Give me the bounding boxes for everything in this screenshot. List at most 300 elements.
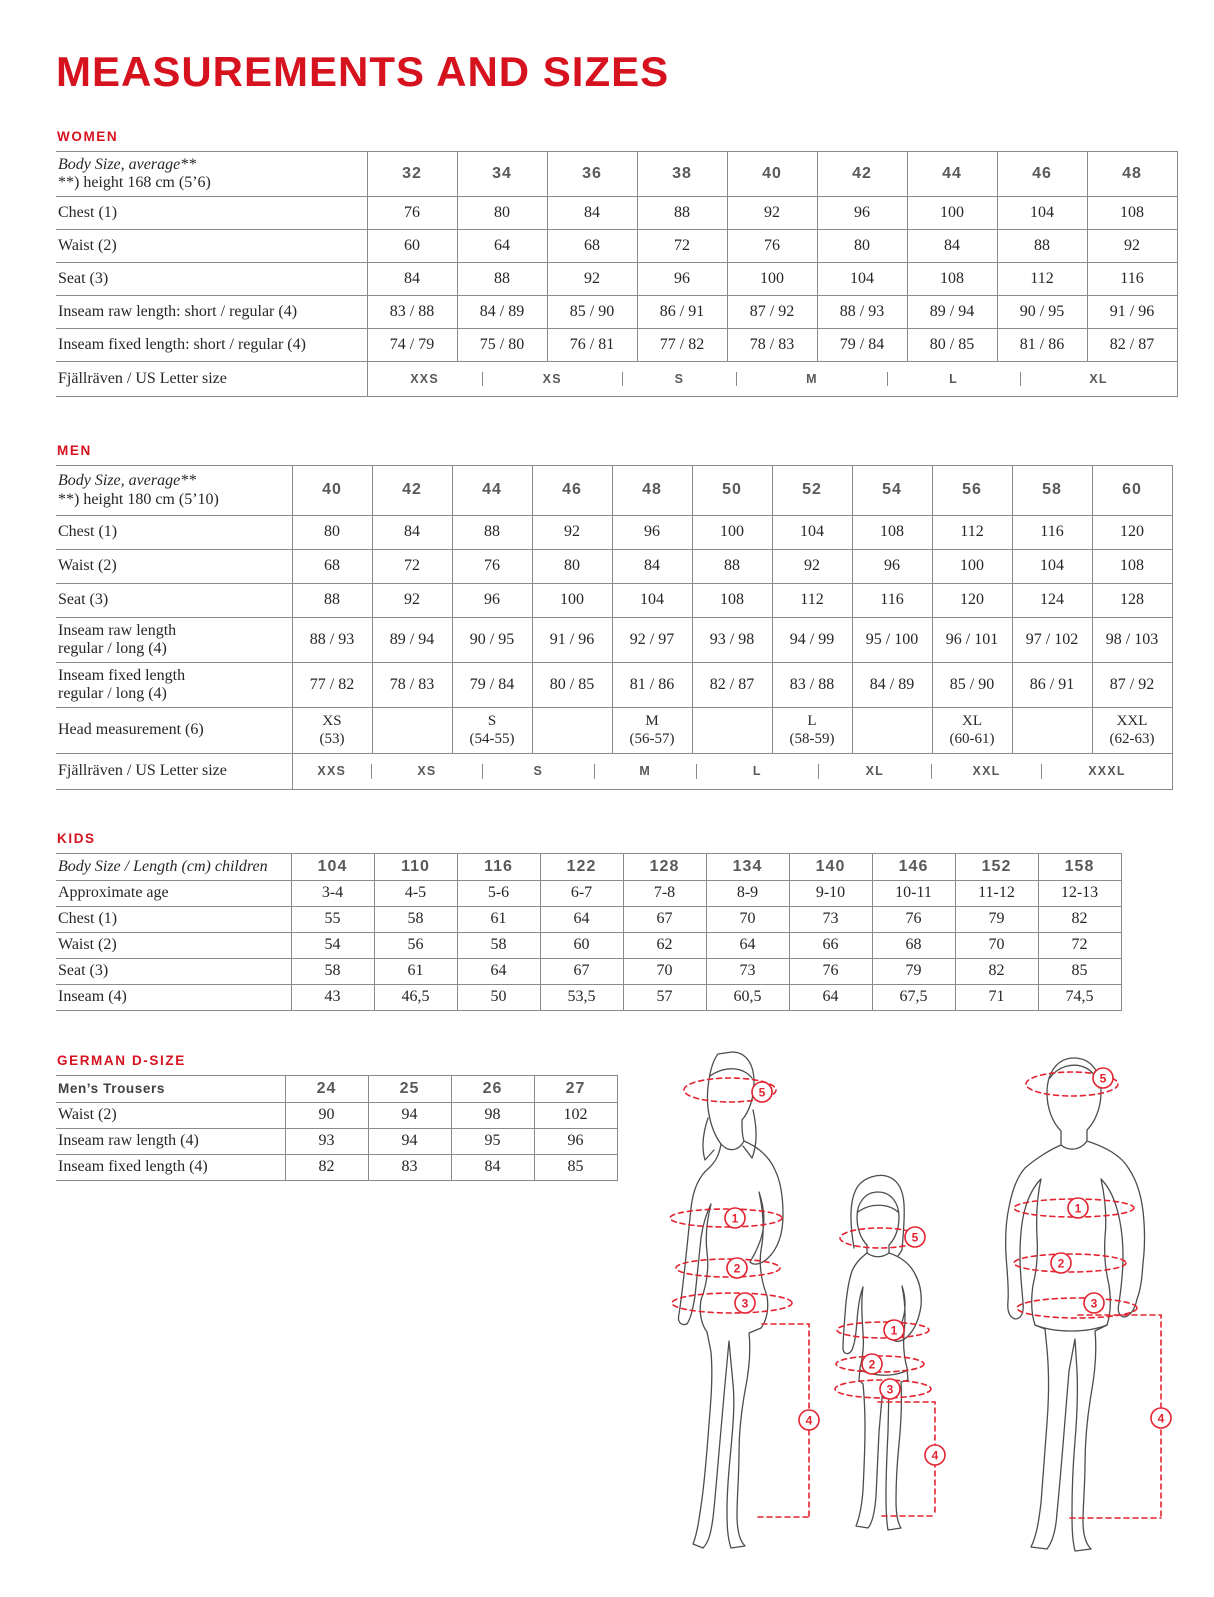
svg-text:2: 2 <box>733 1261 741 1276</box>
measurement-cell: 86 / 91 <box>637 296 727 329</box>
letter-size-cell: XL <box>818 764 931 778</box>
head-measurement-cell: M (56-57) <box>612 708 692 754</box>
measurement-cell: 95 <box>451 1129 534 1155</box>
kids-data-row <box>56 881 1121 907</box>
measurement-cell: 104 <box>612 584 692 618</box>
measurement-cell: 95 / 100 <box>852 618 932 663</box>
size-column-header: 44 <box>452 466 532 516</box>
measurement-cell: 83 <box>368 1155 451 1181</box>
man-waist-badge <box>1051 1253 1071 1273</box>
svg-text:5: 5 <box>1099 1071 1107 1086</box>
measurement-cell: 10-11 <box>872 881 955 907</box>
measurement-cell: 71 <box>955 985 1038 1011</box>
letter-size-cell: L <box>696 764 818 778</box>
measurement-cell: 60,5 <box>706 985 789 1011</box>
head-measurement-cell <box>1012 708 1092 754</box>
measurement-cell: 76 <box>452 550 532 584</box>
size-column-header: 158 <box>1038 854 1121 881</box>
measurement-cell: 104 <box>817 263 907 296</box>
head-measurement-cell: XXL (62-63) <box>1092 708 1172 754</box>
measurement-cell: 54 <box>291 933 374 959</box>
row-label: Inseam (4) <box>56 985 291 1011</box>
head-measurement-cell <box>692 708 772 754</box>
measurement-cell: 120 <box>1092 516 1172 550</box>
women-data-row <box>56 197 1177 230</box>
measurement-cell: 100 <box>692 516 772 550</box>
measurement-cell: 68 <box>292 550 372 584</box>
kids-table <box>56 853 1122 1011</box>
head-measurement-cell: S (54-55) <box>452 708 532 754</box>
measurement-cell: 70 <box>955 933 1038 959</box>
measurement-cell: 96 <box>612 516 692 550</box>
measurement-cell: 76 <box>367 197 457 230</box>
measurement-cell: 83 / 88 <box>367 296 457 329</box>
row-label: Chest (1) <box>56 197 367 230</box>
measurement-cell: 81 / 86 <box>612 663 692 708</box>
measurement-cell: 85 <box>1038 959 1121 985</box>
measurement-cell: 70 <box>623 959 706 985</box>
measurement-cell: 88 / 93 <box>817 296 907 329</box>
measurement-cell: 82 / 87 <box>1087 329 1177 362</box>
letter-size-cell: XXXL <box>1041 764 1171 778</box>
man-head-badge <box>1093 1068 1113 1088</box>
size-column-header: 27 <box>534 1076 617 1103</box>
women-header-label-line2: **) height 168 cm (5’6) <box>58 174 211 191</box>
size-column-header: 26 <box>451 1076 534 1103</box>
size-column-header: 32 <box>367 152 457 197</box>
size-column-header: 116 <box>457 854 540 881</box>
svg-text:4: 4 <box>805 1413 813 1428</box>
measurement-cell: 53,5 <box>540 985 623 1011</box>
row-label: Seat (3) <box>56 263 367 296</box>
row-label: Approximate age <box>56 881 291 907</box>
measurement-cell: 94 / 99 <box>772 618 852 663</box>
letter-size-cells <box>367 362 1177 397</box>
german-section <box>56 1053 618 1181</box>
measurement-cell: 72 <box>372 550 452 584</box>
measurement-cell: 46,5 <box>374 985 457 1011</box>
row-label: Inseam raw length (4) <box>56 1129 285 1155</box>
size-column-header: 128 <box>623 854 706 881</box>
measurement-cell: 70 <box>706 907 789 933</box>
woman-seat-badge <box>735 1293 755 1313</box>
row-label: Head measurement (6) <box>56 708 292 754</box>
measurement-cell: 73 <box>789 907 872 933</box>
size-column-header: 140 <box>789 854 872 881</box>
svg-text:5: 5 <box>911 1230 919 1245</box>
men-section-label: MEN <box>57 443 92 458</box>
row-label: Inseam fixed length (4) <box>56 1155 285 1181</box>
measurement-cell: 75 / 80 <box>457 329 547 362</box>
measurement-cell: 92 <box>372 584 452 618</box>
woman-figure <box>678 1052 783 1548</box>
measurement-cell: 79 <box>872 959 955 985</box>
letter-size-cell: XS <box>482 372 622 386</box>
measurement-cell: 93 / 98 <box>692 618 772 663</box>
woman-seat-line <box>672 1293 792 1313</box>
measurement-cell: 80 <box>292 516 372 550</box>
men-head-measurement-row <box>56 708 1172 754</box>
measurement-cell: 77 / 82 <box>637 329 727 362</box>
measurement-cell: 92 <box>772 550 852 584</box>
measurement-cell: 124 <box>1012 584 1092 618</box>
measurement-cell: 64 <box>457 230 547 263</box>
measurement-cell: 57 <box>623 985 706 1011</box>
svg-text:3: 3 <box>1090 1296 1098 1311</box>
size-column-header: 50 <box>692 466 772 516</box>
woman-inseam-badge <box>799 1410 819 1430</box>
measurement-cell: 74,5 <box>1038 985 1121 1011</box>
svg-text:3: 3 <box>886 1382 894 1397</box>
german-section-label: GERMAN D-SIZE <box>57 1053 186 1068</box>
measurement-cell: 12-13 <box>1038 881 1121 907</box>
german-data-row <box>56 1103 617 1129</box>
measurement-cell: 88 / 93 <box>292 618 372 663</box>
head-measurement-cell <box>532 708 612 754</box>
measurement-cell: 8-9 <box>706 881 789 907</box>
man-inseam-badge <box>1151 1408 1171 1428</box>
measurement-cell: 74 / 79 <box>367 329 457 362</box>
kids-section-label: KIDS <box>57 831 96 846</box>
size-column-header: 48 <box>1087 152 1177 197</box>
german-header-label-line1: Men’s Trousers <box>58 1081 165 1097</box>
men-data-row <box>56 550 1172 584</box>
measurement-cell: 84 <box>367 263 457 296</box>
child-waist-badge <box>862 1354 882 1374</box>
men-header-label-line2: **) height 180 cm (5’10) <box>58 490 219 508</box>
measurement-cell: 84 <box>547 197 637 230</box>
kids-header-label-line1: Body Size / Length (cm) children <box>58 857 268 875</box>
svg-text:5: 5 <box>758 1085 766 1100</box>
measurement-cell: 102 <box>534 1103 617 1129</box>
measurement-cell: 108 <box>692 584 772 618</box>
head-measurement-cell <box>852 708 932 754</box>
measurement-cell: 100 <box>532 584 612 618</box>
measurement-cell: 64 <box>457 959 540 985</box>
size-column-header: 60 <box>1092 466 1172 516</box>
measurement-cell: 88 <box>292 584 372 618</box>
svg-text:1: 1 <box>890 1323 898 1338</box>
size-column-header: 40 <box>292 466 372 516</box>
size-column-header: 46 <box>532 466 612 516</box>
letter-size-cell: XXL <box>931 764 1042 778</box>
svg-text:4: 4 <box>931 1448 939 1463</box>
measurement-cell: 84 <box>372 516 452 550</box>
measurement-cell: 98 <box>451 1103 534 1129</box>
size-column-header: 58 <box>1012 466 1092 516</box>
measurement-cell: 108 <box>1087 197 1177 230</box>
men-data-row <box>56 584 1172 618</box>
row-label: Waist (2) <box>56 933 291 959</box>
measurement-cell: 120 <box>932 584 1012 618</box>
size-column-header: 25 <box>368 1076 451 1103</box>
women-section-label: WOMEN <box>57 129 119 144</box>
row-label: Seat (3) <box>56 584 292 618</box>
women-section <box>56 129 1178 397</box>
measurement-cell: 82 <box>285 1155 368 1181</box>
row-label: Inseam fixed length: short / regular (4) <box>56 329 367 362</box>
measurement-cell: 91 / 96 <box>532 618 612 663</box>
measurement-cell: 76 <box>789 959 872 985</box>
measurement-cell: 77 / 82 <box>292 663 372 708</box>
measurement-cell: 96 <box>852 550 932 584</box>
men-data-row <box>56 663 1172 708</box>
measurement-cell: 79 / 84 <box>452 663 532 708</box>
measurement-cell: 108 <box>907 263 997 296</box>
woman-chest-badge <box>725 1208 745 1228</box>
measurement-cell: 82 / 87 <box>692 663 772 708</box>
measurement-cell: 81 / 86 <box>997 329 1087 362</box>
size-column-header: 36 <box>547 152 637 197</box>
measurement-cell: 73 <box>706 959 789 985</box>
measurement-cell: 92 <box>547 263 637 296</box>
child-inseam-badge <box>925 1445 945 1465</box>
measurement-cell: 56 <box>374 933 457 959</box>
row-label: Waist (2) <box>56 550 292 584</box>
kids-header-label <box>56 854 291 881</box>
measurement-cell: 9-10 <box>789 881 872 907</box>
measurement-cell: 80 <box>817 230 907 263</box>
row-label: Fjällräven / US Letter size <box>56 754 292 790</box>
women-header-label-line1: Body Size, average** <box>58 155 197 173</box>
measurement-cell: 72 <box>637 230 727 263</box>
man-inseam-line <box>1070 1315 1161 1518</box>
measurement-cell: 5-6 <box>457 881 540 907</box>
size-column-header: 46 <box>997 152 1087 197</box>
measurement-cell: 96 <box>534 1129 617 1155</box>
measurement-cell: 11-12 <box>955 881 1038 907</box>
measurement-cell: 7-8 <box>623 881 706 907</box>
man-seat-badge <box>1084 1293 1104 1313</box>
letter-size-cell: M <box>594 764 696 778</box>
measurement-cell: 96 <box>452 584 532 618</box>
men-header-row <box>56 466 1172 516</box>
size-column-header: 24 <box>285 1076 368 1103</box>
men-header-label <box>56 466 292 516</box>
measurement-cell: 60 <box>367 230 457 263</box>
measurement-cell: 96 <box>817 197 907 230</box>
measurement-cell: 108 <box>1092 550 1172 584</box>
measurement-cell: 87 / 92 <box>727 296 817 329</box>
measurement-cell: 84 <box>612 550 692 584</box>
men-section <box>56 443 1173 790</box>
measurement-cell: 92 <box>1087 230 1177 263</box>
man-chest-badge <box>1068 1198 1088 1218</box>
row-label: Waist (2) <box>56 1103 285 1129</box>
size-column-header: 52 <box>772 466 852 516</box>
letter-size-cell: XL <box>1020 372 1177 386</box>
measurement-cell: 60 <box>540 933 623 959</box>
measurement-cell: 6-7 <box>540 881 623 907</box>
women-header-label <box>56 152 367 197</box>
measurement-cell: 80 / 85 <box>907 329 997 362</box>
man-figure <box>1006 1058 1145 1551</box>
measurement-cell: 64 <box>540 907 623 933</box>
letter-size-cell: XXS <box>317 764 347 779</box>
measurement-cell: 86 / 91 <box>1012 663 1092 708</box>
measurement-cell: 88 <box>457 263 547 296</box>
measurement-cell: 58 <box>291 959 374 985</box>
child-chest-line <box>837 1322 929 1338</box>
measurement-badges <box>725 1068 1171 1465</box>
kids-data-row <box>56 985 1121 1011</box>
german-data-row <box>56 1129 617 1155</box>
measurement-cell: 61 <box>457 907 540 933</box>
size-column-header: 110 <box>374 854 457 881</box>
german-header-label <box>56 1076 285 1103</box>
kids-data-row <box>56 907 1121 933</box>
measurement-cell: 93 <box>285 1129 368 1155</box>
measurement-cell: 90 / 95 <box>997 296 1087 329</box>
size-column-header: 122 <box>540 854 623 881</box>
measurement-cell: 116 <box>1012 516 1092 550</box>
measurement-cell: 104 <box>997 197 1087 230</box>
svg-text:1: 1 <box>1074 1201 1082 1216</box>
measurement-cell: 85 <box>534 1155 617 1181</box>
measurement-cell: 80 <box>532 550 612 584</box>
row-label: Waist (2) <box>56 230 367 263</box>
head-measurement-cell: XS (53) <box>292 708 372 754</box>
measurement-cell: 80 / 85 <box>532 663 612 708</box>
measurement-cell: 91 / 96 <box>1087 296 1177 329</box>
measurement-cell: 58 <box>457 933 540 959</box>
measurement-cell: 3-4 <box>291 881 374 907</box>
measurement-cell: 72 <box>1038 933 1121 959</box>
measurement-cell: 64 <box>706 933 789 959</box>
measurement-cell: 79 <box>955 907 1038 933</box>
letter-size-cell: M <box>736 372 887 386</box>
measurement-cell: 108 <box>852 516 932 550</box>
size-column-header: 134 <box>706 854 789 881</box>
measurement-cell: 82 <box>1038 907 1121 933</box>
kids-header-row <box>56 854 1121 881</box>
measurement-cell: 84 <box>451 1155 534 1181</box>
row-label: Inseam fixed length regular / long (4) <box>56 663 292 708</box>
kids-data-row <box>56 959 1121 985</box>
women-letter-size-row <box>56 362 1177 397</box>
measurement-cell: 112 <box>772 584 852 618</box>
measurement-cell: 84 / 89 <box>852 663 932 708</box>
measurement-cell: 94 <box>368 1103 451 1129</box>
size-column-header: 34 <box>457 152 547 197</box>
measurement-cell: 76 / 81 <box>547 329 637 362</box>
size-column-header: 152 <box>955 854 1038 881</box>
size-column-header: 48 <box>612 466 692 516</box>
measurement-cell: 79 / 84 <box>817 329 907 362</box>
size-column-header: 38 <box>637 152 727 197</box>
page-title: MEASUREMENTS AND SIZES <box>56 48 670 95</box>
measurement-cell: 84 / 89 <box>457 296 547 329</box>
men-data-row <box>56 618 1172 663</box>
letter-size-cell: XS <box>371 764 482 778</box>
measurement-cell: 85 / 90 <box>547 296 637 329</box>
measurement-cell: 67 <box>540 959 623 985</box>
kids-section <box>56 831 1122 1011</box>
head-measurement-cell <box>372 708 452 754</box>
measurement-cell: 76 <box>727 230 817 263</box>
german-header-row <box>56 1076 617 1103</box>
women-header-row <box>56 152 1177 197</box>
measurement-cell: 128 <box>1092 584 1172 618</box>
men-data-row <box>56 516 1172 550</box>
women-table <box>56 151 1178 397</box>
measurement-cell: 112 <box>932 516 1012 550</box>
measurement-cell: 100 <box>907 197 997 230</box>
svg-text:3: 3 <box>741 1296 749 1311</box>
measurement-cell: 66 <box>789 933 872 959</box>
letter-size-cell: S <box>622 372 736 386</box>
measurement-cell: 104 <box>1012 550 1092 584</box>
measurement-cell: 4-5 <box>374 881 457 907</box>
size-column-header: 40 <box>727 152 817 197</box>
women-data-row <box>56 329 1177 362</box>
measurement-figures <box>650 1040 1202 1592</box>
measurement-cell: 88 <box>637 197 727 230</box>
measurement-cell: 90 / 95 <box>452 618 532 663</box>
women-data-row <box>56 263 1177 296</box>
size-column-header: 42 <box>372 466 452 516</box>
measurement-cell: 92 <box>727 197 817 230</box>
measurement-cell: 62 <box>623 933 706 959</box>
measurement-cell: 85 / 90 <box>932 663 1012 708</box>
child-head-badge <box>905 1227 925 1247</box>
german-data-row <box>56 1155 617 1181</box>
measurement-cell: 67,5 <box>872 985 955 1011</box>
measurement-cell: 84 <box>907 230 997 263</box>
measurement-cell: 87 / 92 <box>1092 663 1172 708</box>
measurement-cell: 67 <box>623 907 706 933</box>
measurement-cell: 116 <box>1087 263 1177 296</box>
size-column-header: 146 <box>872 854 955 881</box>
men-letter-size-row <box>56 754 1172 790</box>
measurement-cell: 88 <box>997 230 1087 263</box>
measurement-cell: 55 <box>291 907 374 933</box>
head-measurement-cell: L (58-59) <box>772 708 852 754</box>
measurement-cell: 64 <box>789 985 872 1011</box>
svg-text:4: 4 <box>1157 1411 1165 1426</box>
measurement-cell: 80 <box>457 197 547 230</box>
size-column-header: 56 <box>932 466 1012 516</box>
measurement-cell: 68 <box>547 230 637 263</box>
measurement-cell: 96 / 101 <box>932 618 1012 663</box>
measurement-cell: 96 <box>637 263 727 296</box>
size-column-header: 104 <box>291 854 374 881</box>
measurement-cell: 43 <box>291 985 374 1011</box>
measurement-cell: 112 <box>997 263 1087 296</box>
measurement-cell: 78 / 83 <box>372 663 452 708</box>
svg-text:2: 2 <box>868 1357 876 1372</box>
letter-size-cell: XXS <box>410 371 439 386</box>
measurement-cell: 61 <box>374 959 457 985</box>
measurement-cell: 89 / 94 <box>372 618 452 663</box>
svg-text:1: 1 <box>731 1211 739 1226</box>
measurement-cell: 100 <box>932 550 1012 584</box>
measurement-cell: 78 / 83 <box>727 329 817 362</box>
letter-size-cell: S <box>482 764 594 778</box>
measurement-cell: 116 <box>852 584 932 618</box>
child-chest-badge <box>884 1320 904 1340</box>
measurement-cell: 50 <box>457 985 540 1011</box>
size-column-header: 44 <box>907 152 997 197</box>
row-label: Chest (1) <box>56 516 292 550</box>
letter-size-cell: L <box>887 372 1020 386</box>
measurement-cell: 88 <box>692 550 772 584</box>
men-table <box>56 465 1173 790</box>
women-data-row <box>56 230 1177 263</box>
kids-data-row <box>56 933 1121 959</box>
row-label: Inseam raw length: short / regular (4) <box>56 296 367 329</box>
svg-text:2: 2 <box>1057 1256 1065 1271</box>
